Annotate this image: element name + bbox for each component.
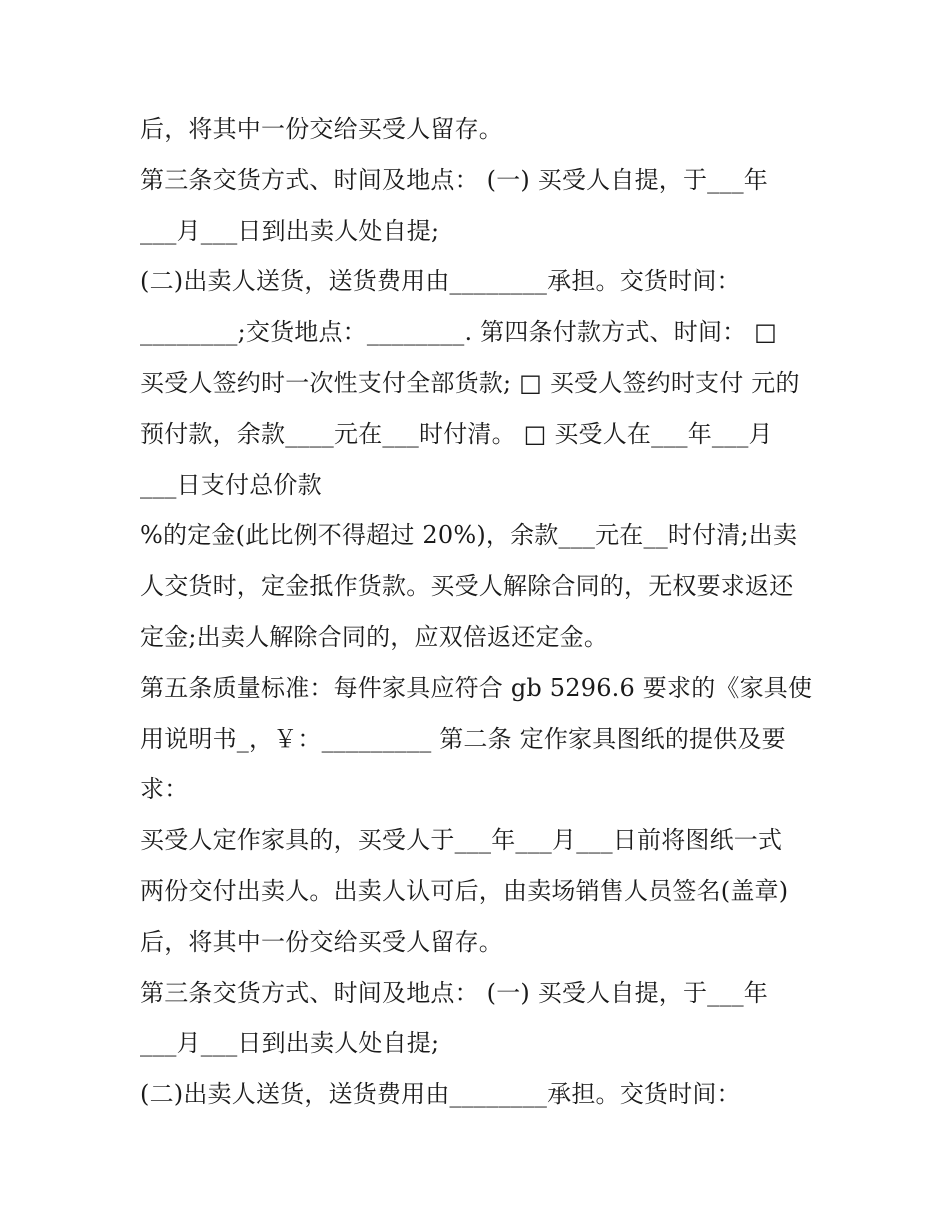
text-line: (二)出卖人送货，送货费用由________承担。交货时间： — [140, 1080, 741, 1109]
text-line: ___日支付总价款 — [140, 470, 322, 499]
text-line: ___月___日到出卖人处自提; — [140, 216, 440, 245]
text-line: 用说明书_，￥：_________ 第二条 定作家具图纸的提供及要 — [140, 724, 786, 753]
text-line: ________;交货地点：________. 第四条付款方式、时间： □ — [140, 318, 778, 347]
text-line: 求： — [140, 775, 189, 804]
text-line: 预付款，余款____元在___时付清。 □ 买受人在___年___月 — [140, 419, 773, 448]
text-line: 人交货时，定金抵作货款。买受人解除合同的，无权要求返还 — [140, 572, 794, 601]
text-line: 定金;出卖人解除合同的，应双倍返还定金。 — [140, 622, 609, 651]
text-line: 第三条交货方式、时间及地点： (一) 买受人自提，于___年 — [140, 978, 768, 1007]
text-line: ___月___日到出卖人处自提; — [140, 1029, 440, 1058]
text-line: (二)出卖人送货，送货费用由________承担。交货时间： — [140, 267, 741, 296]
text-line: 后，将其中一份交给买受人留存。 — [140, 927, 503, 956]
text-line: 买受人签约时一次性支付全部货款; □ 买受人签约时支付 元的 — [140, 368, 800, 397]
text-line: 买受人定作家具的，买受人于___年___月___日前将图纸一式 — [140, 826, 783, 855]
text-line: 第三条交货方式、时间及地点： (一) 买受人自提，于___年 — [140, 165, 768, 194]
text-line: %的定金(此比例不得超过 20%)，余款___元在__时付清;出卖 — [140, 521, 798, 550]
text-line: 后，将其中一份交给买受人留存。 — [140, 115, 503, 143]
contract-text — [140, 104, 820, 1120]
text-line: 第五条质量标准：每件家具应符合 gb 5296.6 要求的《家具使 — [140, 673, 813, 702]
text-line: 两份交付出卖人。出卖人认可后，由卖场销售人员签名(盖章) — [140, 876, 789, 905]
